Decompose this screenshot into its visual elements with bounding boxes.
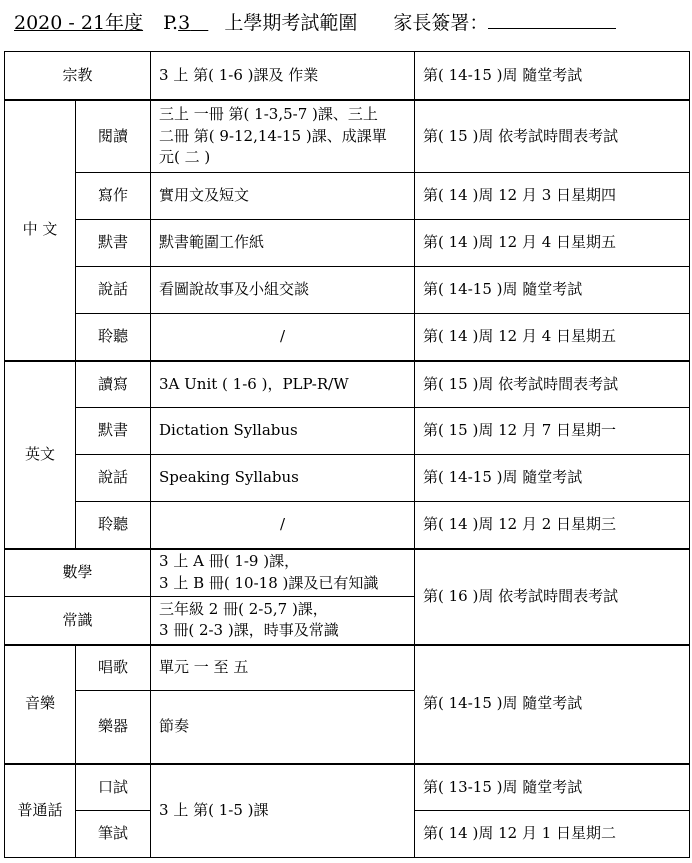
scope-cell: 三年級 2 冊( 2-5,7 )課， 3 冊( 2-3 )課，時事及常識	[151, 597, 415, 645]
page-header	[14, 8, 616, 35]
scope-cell: Speaking Syllabus	[151, 455, 415, 502]
subject-math: 數學	[5, 549, 151, 597]
part-cell: 聆聽	[76, 314, 151, 361]
date-cell: 第( 14 )周 12 月 4 日星期五	[415, 220, 690, 267]
part-cell: 說話	[76, 267, 151, 314]
year-suffix: 年度	[105, 12, 144, 34]
part-cell: 寫作	[76, 173, 151, 220]
school-year	[14, 12, 143, 34]
parent-sign-label: 家長簽署：	[393, 12, 489, 34]
part-cell: 樂器	[76, 691, 151, 764]
table-row	[5, 408, 690, 455]
parent-signature-line[interactable]	[488, 12, 616, 29]
scope-cell: /	[151, 314, 415, 361]
scope-cell: 看圖說故事及小組交談	[151, 267, 415, 314]
date-cell: 第( 16 )周 依考試時間表考試	[415, 549, 690, 645]
table-row	[5, 52, 690, 100]
date-cell: 第( 15 )周 12 月 7 日星期一	[415, 408, 690, 455]
year-value: 2020 - 21	[14, 12, 106, 34]
subject-english: 英文	[5, 361, 76, 549]
part-cell: 唱歌	[76, 645, 151, 691]
scope-cell: 單元 一 至 五	[151, 645, 415, 691]
subject-gs: 常識	[5, 597, 151, 645]
date-cell: 第( 14 )周 12 月 1 日星期二	[415, 811, 690, 858]
date-cell: 第( 14-15 )周 隨堂考試	[415, 455, 690, 502]
part-cell: 口試	[76, 764, 151, 811]
part-cell: 說話	[76, 455, 151, 502]
part-cell: 筆試	[76, 811, 151, 858]
table-row	[5, 645, 690, 691]
date-cell: 第( 14-15 )周 隨堂考試	[415, 645, 690, 764]
grade-value: 3	[178, 12, 191, 34]
part-cell: 聆聽	[76, 502, 151, 549]
date-cell: 第( 14 )周 12 月 2 日星期三	[415, 502, 690, 549]
date-cell: 第( 15 )周 依考試時間表考試	[415, 100, 690, 173]
subject-music: 音樂	[5, 645, 76, 764]
part-cell: 閱讀	[76, 100, 151, 173]
scope-cell: /	[151, 502, 415, 549]
date-cell: 第( 14 )周 12 月 4 日星期五	[415, 314, 690, 361]
subject-religion: 宗教	[5, 52, 151, 100]
exam-scope-table	[4, 51, 690, 858]
scope-cell: 3 上 第( 1-6 )課及 作業	[151, 52, 415, 100]
date-cell: 第( 15 )周 依考試時間表考試	[415, 361, 690, 408]
table-row	[5, 502, 690, 549]
scope-cell: Dictation Syllabus	[151, 408, 415, 455]
scope-cell: 3 上 A 冊( 1-9 )課， 3 上 B 冊( 10-18 )課及已有知識	[151, 549, 415, 597]
table-row	[5, 455, 690, 502]
scope-cell: 默書範圍工作紙	[151, 220, 415, 267]
subject-chinese: 中 文	[5, 100, 76, 361]
date-cell: 第( 14 )周 12 月 3 日星期四	[415, 173, 690, 220]
grade-prefix: P.	[163, 12, 179, 34]
subject-putonghua: 普通話	[5, 764, 76, 858]
part-cell: 讀寫	[76, 361, 151, 408]
table-row	[5, 100, 690, 173]
table-row	[5, 267, 690, 314]
table-row	[5, 173, 690, 220]
table-row	[5, 220, 690, 267]
date-cell: 第( 14-15 )周 隨堂考試	[415, 267, 690, 314]
scope-cell: 3A Unit ( 1-6 )，PLP-R/W	[151, 361, 415, 408]
table-row	[5, 361, 690, 408]
exam-title: 上學期考試範圍	[224, 12, 358, 34]
table-row	[5, 764, 690, 811]
table-row	[5, 314, 690, 361]
scope-cell: 節奏	[151, 691, 415, 764]
part-cell: 默書	[76, 408, 151, 455]
date-cell: 第( 14-15 )周 隨堂考試	[415, 52, 690, 100]
date-cell: 第( 13-15 )周 隨堂考試	[415, 764, 690, 811]
scope-cell: 3 上 第( 1-5 )課	[151, 764, 415, 858]
table-row	[5, 549, 690, 597]
part-cell: 默書	[76, 220, 151, 267]
scope-cell: 三上 一冊 第( 1-3,5-7 )課、三上 二冊 第( 9-12,14-15 )課、成課單 元( 二 )	[151, 100, 415, 173]
scope-cell: 實用文及短文	[151, 173, 415, 220]
